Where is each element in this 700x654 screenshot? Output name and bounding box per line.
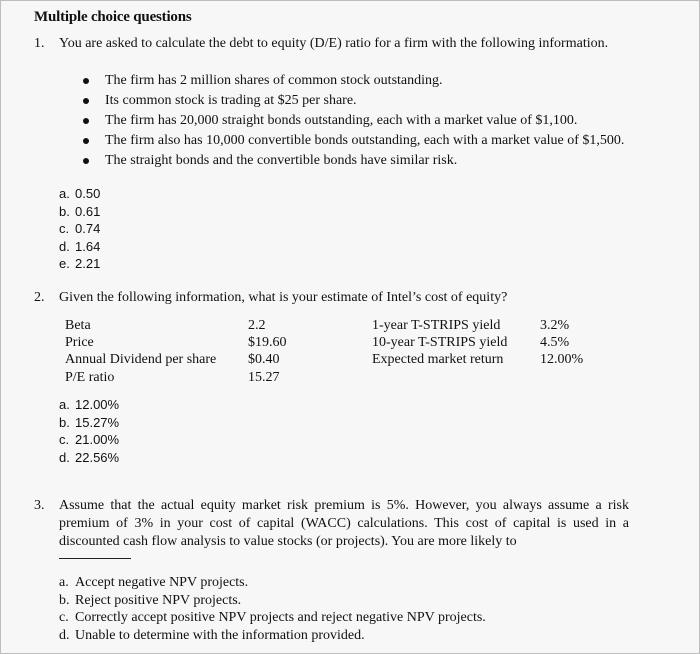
bullet-icon: [83, 98, 89, 104]
answer-option[interactable]: a. 0.50: [59, 186, 101, 201]
answer-option[interactable]: b. 0.61: [59, 203, 101, 219]
q1-bullet: The firm also has 10,000 convertible bonds outstanding, each with a market value of $1,500.: [83, 132, 639, 150]
table-value: $19.60: [248, 335, 287, 350]
table-label: P/E ratio: [65, 370, 115, 385]
answer-option[interactable]: e. 2.21: [59, 256, 101, 271]
page-title: Multiple choice questions: [34, 9, 192, 25]
answer-blank: [59, 558, 131, 559]
answer-option[interactable]: c. 21.00%: [59, 432, 120, 447]
q3-options: [59, 574, 486, 644]
table-value: $0.40: [248, 352, 280, 367]
answer-option[interactable]: d. 22.56%: [59, 449, 120, 465]
answer-option[interactable]: d. 1.64: [59, 238, 101, 254]
bullet-icon: [83, 138, 89, 144]
table-label: 10-year T-STRIPS yield: [372, 335, 508, 350]
q1-options: [59, 185, 100, 273]
answer-option[interactable]: b. 15.27%: [59, 414, 120, 430]
table-label: Beta: [65, 318, 91, 333]
q3-number: 3.: [34, 498, 45, 513]
table-value: 2.2: [248, 318, 266, 333]
table-label: 1-year T-STRIPS yield: [372, 318, 501, 333]
q1-bullet: The firm has 20,000 straight bonds outstanding, each with a market value of $1,100.: [83, 112, 639, 130]
answer-option[interactable]: b. Reject positive NPV projects.: [59, 592, 242, 608]
q1-bullet: Its common stock is trading at $25 per share.: [83, 92, 639, 110]
q1-bullet: The firm has 2 million shares of common stock outstanding.: [83, 72, 639, 90]
answer-option[interactable]: d. Unable to determine with the information provided.: [59, 627, 365, 643]
table-value: 15.27: [248, 370, 280, 385]
answer-option[interactable]: c. 0.74: [59, 221, 101, 236]
table-value: 12.00%: [540, 352, 584, 367]
q1-stem: You are asked to calculate the debt to equity (D/E) ratio for a firm with the following information.: [59, 36, 609, 51]
table-label: Expected market return: [372, 352, 504, 367]
table-value: 4.5%: [540, 335, 570, 350]
q2-stem: Given the following information, what is your estimate of Intel’s cost of equity?: [59, 290, 508, 305]
table-label: Annual Dividend per share: [65, 352, 217, 367]
bullet-icon: [83, 118, 89, 124]
q3-stem: Assume that the actual equity market risk premium is 5%. However, you always assume a risk premium of 3% in your cost of capital (WACC) calculations. This cost of capital is used in a discounted cash flow analysis to value stocks (or projects). You are more likely to: [59, 498, 629, 549]
answer-option[interactable]: c. Correctly accept positive NPV projects and reject negative NPV projects.: [59, 610, 486, 625]
q1-bullet: The straight bonds and the convertible bonds have similar risk.: [83, 152, 639, 170]
q1-bullet-list: [83, 72, 639, 172]
bullet-icon: [83, 158, 89, 164]
bullet-icon: [83, 78, 89, 84]
q2-options: [59, 396, 119, 466]
answer-option[interactable]: a. Accept negative NPV projects.: [59, 575, 249, 590]
table-label: Price: [65, 335, 94, 350]
q1-number: 1.: [34, 36, 45, 51]
table-value: 3.2%: [540, 318, 570, 333]
answer-option[interactable]: a. 12.00%: [59, 397, 120, 412]
q2-number: 2.: [34, 290, 45, 305]
